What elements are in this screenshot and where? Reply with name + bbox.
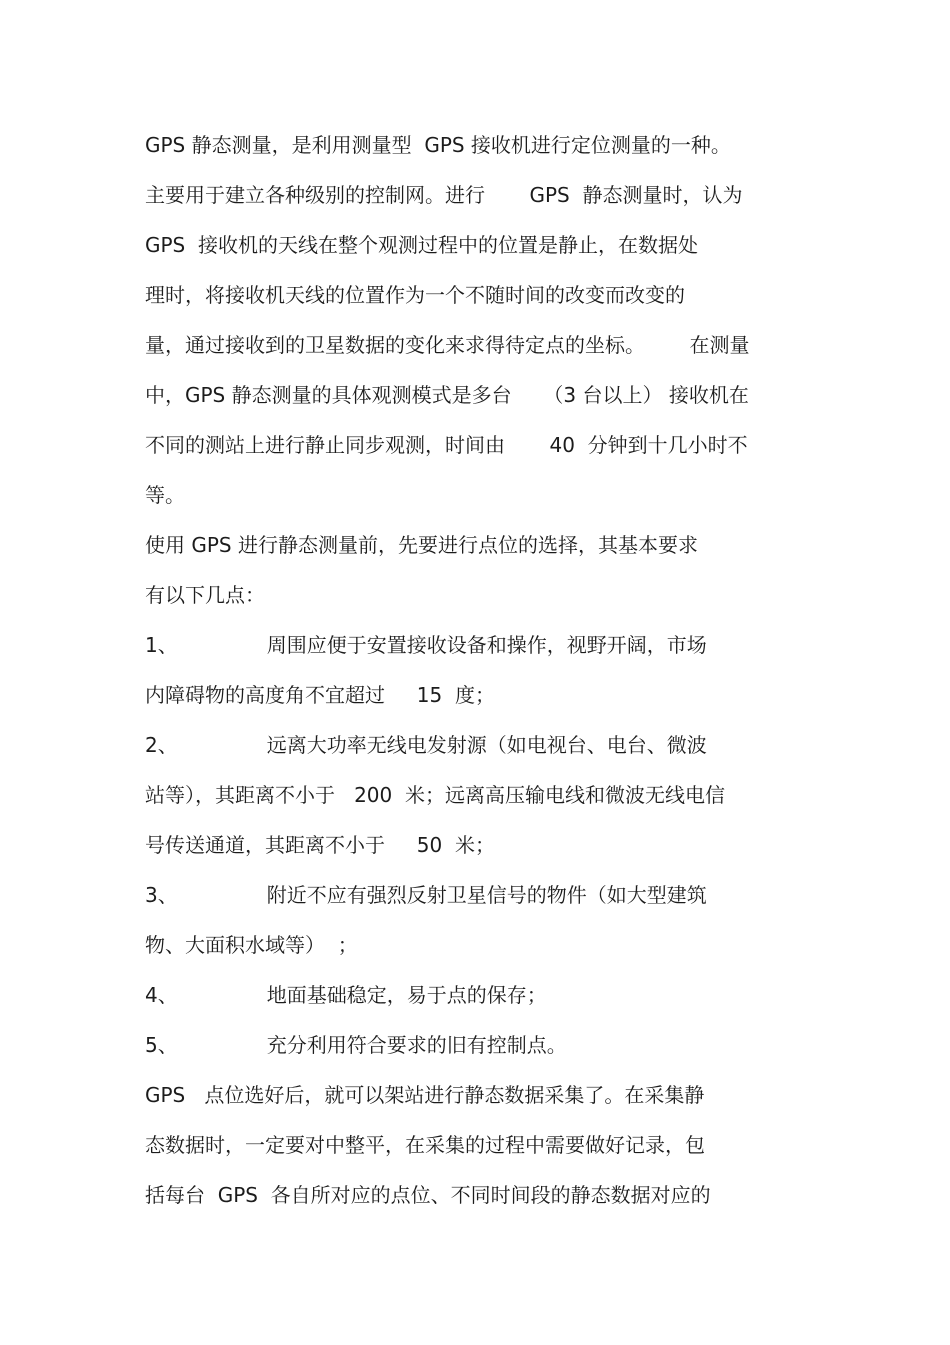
text-line: 站等），其距离不小于 200 米；远离高压输电线和微波无线电信 — [145, 783, 725, 807]
text-line: 理时，将接收机天线的位置作为一个不随时间的改变而改变的 — [145, 283, 685, 307]
text-line: 使用 GPS 进行静态测量前，先要进行点位的选择，其基本要求 — [145, 533, 698, 557]
list-item-5: 5、 充分利用符合要求的旧有控制点。 — [145, 1033, 567, 1057]
text-line: 等。 — [145, 483, 185, 507]
text-line: 括每台 GPS 各自所对应的点位、不同时间段的静态数据对应的 — [145, 1183, 711, 1207]
list-item-4: 4、 地面基础稳定，易于点的保存； — [145, 983, 547, 1007]
text-line: 号传送通道，其距离不小于 50 米； — [145, 833, 495, 857]
text-line: GPS 接收机的天线在整个观测过程中的位置是静止，在数据处 — [145, 233, 698, 257]
text-line: 量，通过接收到的卫星数据的变化来求得待定点的坐标。 在测量 — [145, 333, 750, 357]
text-line: 态数据时，一定要对中整平，在采集的过程中需要做好记录，包 — [145, 1133, 705, 1157]
text-line: 有以下几点： — [145, 583, 265, 607]
text-line: 内障碍物的高度角不宜超过 15 度； — [145, 683, 495, 707]
text-line: 不同的测站上进行静止同步观测，时间由 40 分钟到十几小时不 — [145, 433, 748, 457]
text-line: 中，GPS 静态测量的具体观测模式是多台 （3 台以上） 接收机在 — [145, 383, 749, 407]
text-line: GPS 静态测量，是利用测量型 GPS 接收机进行定位测量的一种。 — [145, 133, 731, 157]
list-item-2: 2、 远离大功率无线电发射源（如电视台、电台、微波 — [145, 733, 707, 757]
text-line: 主要用于建立各种级别的控制网。进行 GPS 静态测量时，认为 — [145, 183, 743, 207]
list-item-3: 3、 附近不应有强烈反射卫星信号的物件（如大型建筑 — [145, 883, 707, 907]
text-line: 物、大面积水域等） ； — [145, 933, 358, 957]
list-item-1: 1、 周围应便于安置接收设备和操作，视野开阔，市场 — [145, 633, 707, 657]
text-line: GPS 点位选好后，就可以架站进行静态数据采集了。在采集静 — [145, 1083, 705, 1107]
